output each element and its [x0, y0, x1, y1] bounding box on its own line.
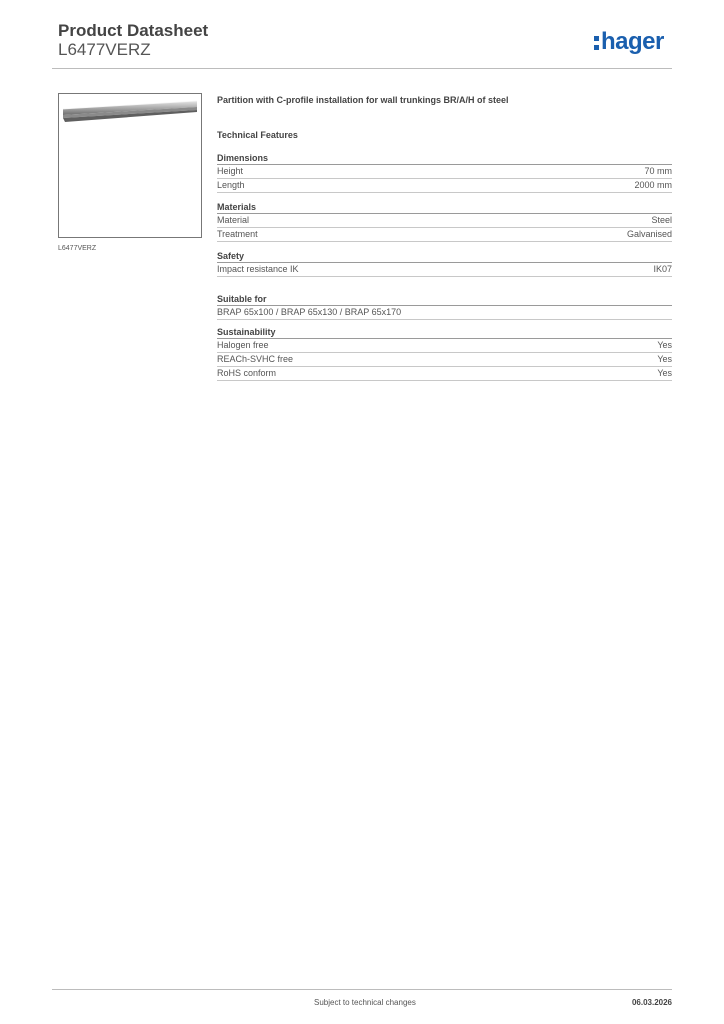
spec-value: Yes — [657, 354, 672, 364]
logo-dots-icon — [594, 34, 599, 50]
spec-row — [217, 353, 672, 367]
spec-value: Galvanised — [626, 229, 672, 239]
spec-label: RoHS conform — [217, 368, 277, 378]
spec-label: Treatment — [217, 229, 258, 239]
spec-row — [217, 214, 672, 228]
header-divider — [52, 68, 672, 69]
spec-label: Impact resistance IK — [217, 264, 299, 274]
section-title: Materials — [217, 201, 672, 214]
section-dimensions — [217, 152, 672, 193]
section-suitable-for — [217, 293, 672, 320]
spec-value: 2000 mm — [634, 180, 672, 190]
section-safety — [217, 250, 672, 277]
spec-row — [217, 179, 672, 193]
spec-label: Halogen free — [217, 340, 269, 350]
spec-value: 70 mm — [644, 166, 672, 176]
section-title: Dimensions — [217, 152, 672, 165]
spec-label: BRAP 65x100 / BRAP 65x130 / BRAP 65x170 — [217, 307, 402, 317]
spec-label: Length — [217, 180, 245, 190]
spec-value: IK07 — [653, 264, 672, 274]
spec-value: Yes — [657, 340, 672, 350]
hager-logo — [594, 28, 664, 56]
c-profile-partition-icon — [59, 94, 201, 237]
technical-features-heading: Technical Features — [217, 130, 298, 140]
brand-name: hager — [601, 28, 664, 55]
spec-value: Steel — [651, 215, 672, 225]
spec-row — [217, 306, 672, 320]
section-title: Safety — [217, 250, 672, 263]
section-materials — [217, 201, 672, 242]
specifications — [217, 95, 672, 381]
footer-note: Subject to technical changes — [314, 998, 416, 1007]
section-title: Sustainability — [217, 326, 672, 339]
spec-label: Material — [217, 215, 250, 225]
spec-value: Yes — [657, 368, 672, 378]
product-description: Partition with C-profile installation for wall trunkings BR/A/H of steel — [217, 95, 509, 105]
product-code: L6477VERZ — [58, 40, 151, 59]
section-title: Suitable for — [217, 293, 672, 306]
spec-row — [217, 263, 672, 277]
section-sustainability — [217, 326, 672, 381]
spec-label: Height — [217, 166, 244, 176]
spec-row — [217, 367, 672, 381]
page-title: Product Datasheet — [58, 21, 209, 40]
footer-date: 06.03.2026 — [631, 998, 672, 1007]
product-image — [58, 93, 202, 238]
footer-divider — [52, 989, 672, 990]
spec-label: REACh-SVHC free — [217, 354, 294, 364]
image-caption: L6477VERZ — [58, 245, 97, 252]
spec-row — [217, 339, 672, 353]
spec-row — [217, 165, 672, 179]
spec-row — [217, 228, 672, 242]
